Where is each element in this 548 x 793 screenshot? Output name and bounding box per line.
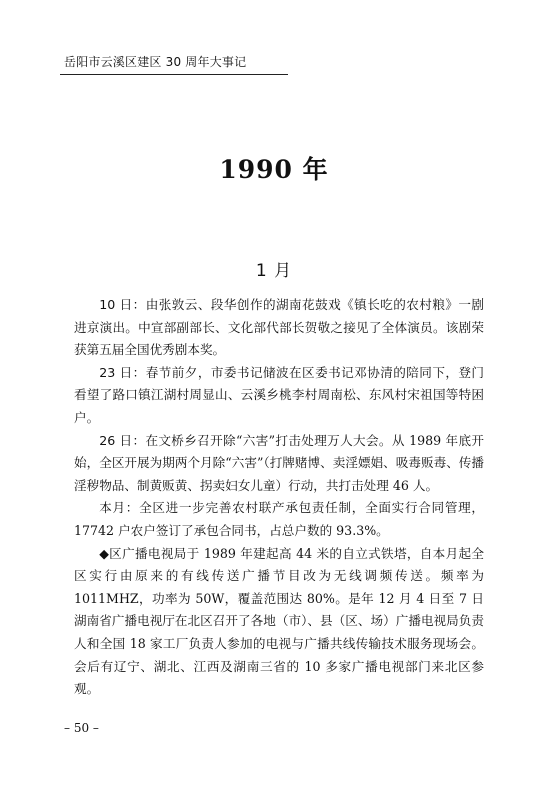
entry-paragraph <box>74 362 484 430</box>
entry-paragraph <box>74 497 484 542</box>
entry-date: 26 日： <box>99 432 146 448</box>
entry-text: 由张敦云、段华创作的湖南花鼓戏《镇长吃的农村粮》一剧进京演出。中宣部副部长、文化部代部长贺敬之接见了全体演员。该剧荣获第五届全国优秀剧本奖。 <box>74 297 485 358</box>
entry-paragraph <box>74 294 484 362</box>
year-heading: 1990 年 <box>219 155 329 184</box>
month-heading: 1 月 <box>255 261 293 281</box>
running-header: 岳阳市云溪区建区 30 周年大事记 <box>64 55 247 69</box>
entry-text: 全区进一步完善农村联产承包责任制，全面实行合同管理，17742 户农户签订了承包合同书，占总户数的 93.3%。 <box>74 500 485 538</box>
entry-text: 在文桥乡召开除“六害”打击处理万人大会。从 1989 年底开始，全区开展为期两个月除“六害”（打牌赌博、卖淫嫖娼、吸毒贩毒、传播淫秽物品、制黄贩黄、拐卖妇女儿童）行动，共打击处理 46 人。 <box>74 432 484 493</box>
entries-body <box>74 294 484 701</box>
header-rule <box>60 74 288 75</box>
entry-paragraph <box>74 430 484 498</box>
page-number: – 50 – <box>64 721 99 735</box>
entry-date: 23 日： <box>99 364 146 380</box>
entry-text: 春节前夕，市委书记储波在区委书记邓协清的陪同下，登门看望了路口镇江湖村周显山、云溪乡桃李村周南松、东风村宋祖国等特困户。 <box>74 364 485 425</box>
entry-date: 本月： <box>99 500 140 516</box>
entry-date: 10 日： <box>99 297 146 312</box>
entry-text: ◆区广播电视局于 1989 年建起高 44 米的自立式铁塔，自本月起全区实行由原来的有线传送广播节目改为无线调频传送。频率为 1011MHZ，功率为 50W，覆盖范围达 80%。是年 12 月 4 日至 7 日湖南省广播电视厅在北区召开了各地（市）、县（区、场）广播电视局负责人和全国 18 家工厂负责人参加的电视与广播共线传输技术服务现场会。会后有辽宁、湖北、江西及湖南三省的 10 多家广播电视部门来北区参观。 <box>74 545 484 697</box>
entry-paragraph <box>74 543 484 701</box>
